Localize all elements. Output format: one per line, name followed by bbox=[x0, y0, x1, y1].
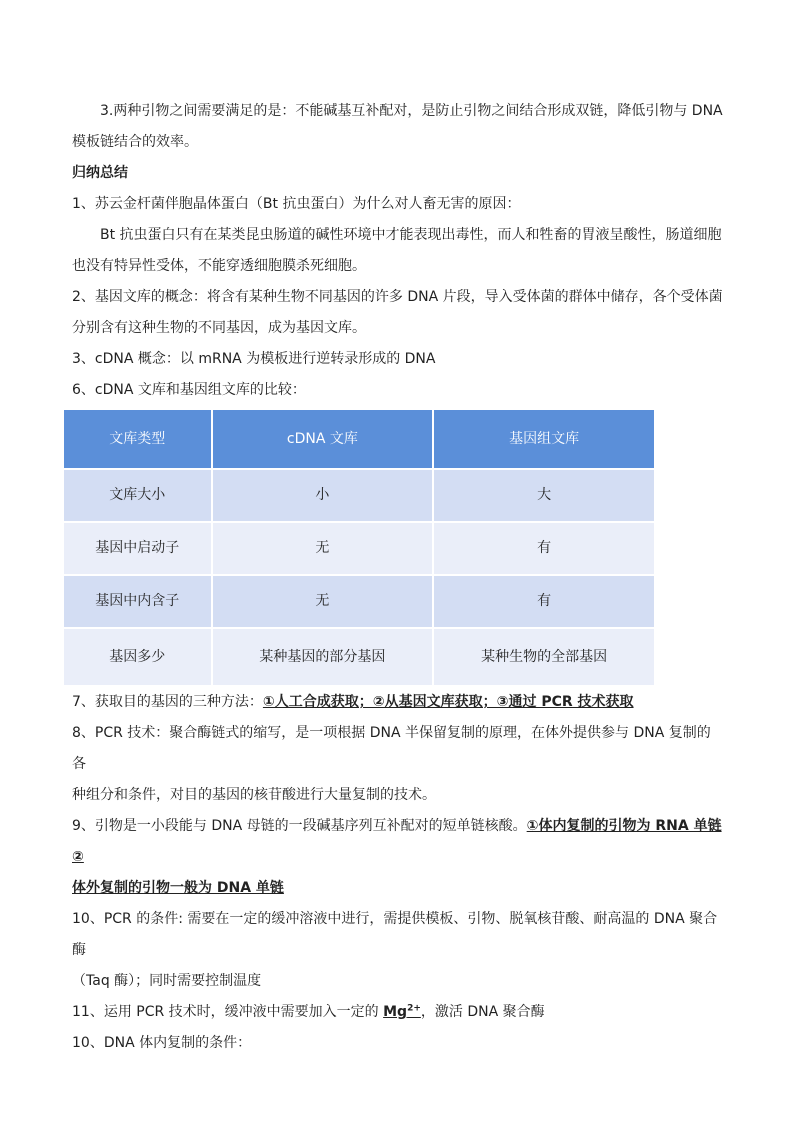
table-cell: 文库大小 bbox=[64, 470, 211, 521]
table-cell: 大 bbox=[434, 470, 654, 521]
bt-protein-answer: Bt 抗虫蛋白只有在某类昆虫肠道的碱性环境中才能表现出毒性，而人和牲畜的胃液呈酸性，肠道细胞 bbox=[100, 227, 722, 243]
bt-protein-question: 1、苏云金杆菌伴胞晶体蛋白（Bt 抗虫蛋白）为什么对人畜无害的原因： bbox=[72, 196, 521, 212]
primer-in-vivo: ①体内复制的引物为 RNA 单链 ② bbox=[72, 818, 722, 865]
table-cell: 有 bbox=[434, 576, 654, 627]
primer-in-vitro: 体外复制的引物一般为 DNA 单链 bbox=[72, 880, 284, 896]
pcr-buffer-suffix: ，激活 DNA 聚合酶 bbox=[420, 1004, 545, 1020]
primer-requirement-line-cont: 模板链结合的效率。 bbox=[72, 134, 198, 150]
pcr-buffer-line bbox=[72, 997, 724, 1028]
gene-library-concept-cont: 分别含有这种生物的不同基因，成为基因文库。 bbox=[72, 320, 366, 336]
table-cell: 某种生物的全部基因 bbox=[434, 629, 654, 685]
target-gene-methods bbox=[72, 687, 724, 718]
dna-replication-conditions: 10、DNA 体内复制的条件： bbox=[72, 1035, 252, 1051]
table-row bbox=[64, 629, 654, 685]
table-row bbox=[64, 523, 654, 574]
table-cell: 某种基因的部分基因 bbox=[213, 629, 433, 685]
document-page bbox=[72, 96, 724, 1059]
table-header-cell: 文库类型 bbox=[64, 410, 211, 468]
target-gene-methods-label: 7、获取目的基因的三种方法： bbox=[72, 694, 263, 710]
table-header-row bbox=[64, 410, 654, 468]
table-cell: 无 bbox=[213, 523, 433, 574]
pcr-buffer-text: 11、运用 PCR 技术时，缓冲液中需要加入一定的 bbox=[72, 1004, 384, 1020]
primer-definition bbox=[72, 811, 724, 873]
pcr-conditions-cont: （Taq 酶）；同时需要控制温度 bbox=[72, 973, 262, 989]
table-row bbox=[64, 576, 654, 627]
target-gene-methods-list: ①人工合成获取；②从基因文库获取；③通过 PCR 技术获取 bbox=[262, 694, 634, 710]
primer-in-vitro-line bbox=[72, 873, 724, 904]
table-cell: 基因中内含子 bbox=[64, 576, 211, 627]
pcr-conditions: 10、PCR 的条件: 需要在一定的缓冲溶液中进行，需提供模板、引物、脱氧核苷酸、耐高温的 DNA 聚合酶 bbox=[72, 911, 718, 958]
table-cell: 有 bbox=[434, 523, 654, 574]
gene-library-concept: 2、基因文库的概念：将含有某种生物不同基因的许多 DNA 片段，导入受体菌的群体中储存，各个受体菌 bbox=[72, 289, 723, 305]
table-row bbox=[64, 470, 654, 521]
table-cell: 基因多少 bbox=[64, 629, 211, 685]
magnesium-charge: 2+ bbox=[407, 1003, 421, 1014]
pcr-definition: 8、PCR 技术：聚合酶链式的缩写，是一项根据 DNA 半保留复制的原理，在体外提供参与 DNA 复制的各 bbox=[72, 725, 711, 772]
primer-requirement-line: 3.两种引物之间需要满足的是：不能碱基互补配对，是防止引物之间结合形成双链，降低引物与 DNA bbox=[100, 103, 723, 119]
library-comparison-table bbox=[62, 408, 656, 687]
magnesium-ion bbox=[383, 1004, 421, 1020]
table-header-cell: cDNA 文库 bbox=[213, 410, 433, 468]
primer-definition-text: 9、引物是一小段能与 DNA 母链的一段碱基序列互补配对的短单链核酸。 bbox=[72, 818, 527, 834]
cdna-concept: 3、cDNA 概念：以 mRNA 为模板进行逆转录形成的 DNA bbox=[72, 351, 436, 367]
table-cell: 基因中启动子 bbox=[64, 523, 211, 574]
table-header-cell: 基因组文库 bbox=[434, 410, 654, 468]
library-comparison-intro: 6、cDNA 文库和基因组文库的比较： bbox=[72, 382, 306, 398]
bt-protein-answer-cont: 也没有特异性受体，不能穿透细胞膜杀死细胞。 bbox=[72, 258, 366, 274]
table-cell: 无 bbox=[213, 576, 433, 627]
summary-heading: 归纳总结 bbox=[72, 165, 128, 181]
pcr-definition-cont: 种组分和条件，对目的基因的核苷酸进行大量复制的技术。 bbox=[72, 787, 436, 803]
table-cell: 小 bbox=[213, 470, 433, 521]
magnesium-symbol: Mg bbox=[383, 1004, 408, 1020]
